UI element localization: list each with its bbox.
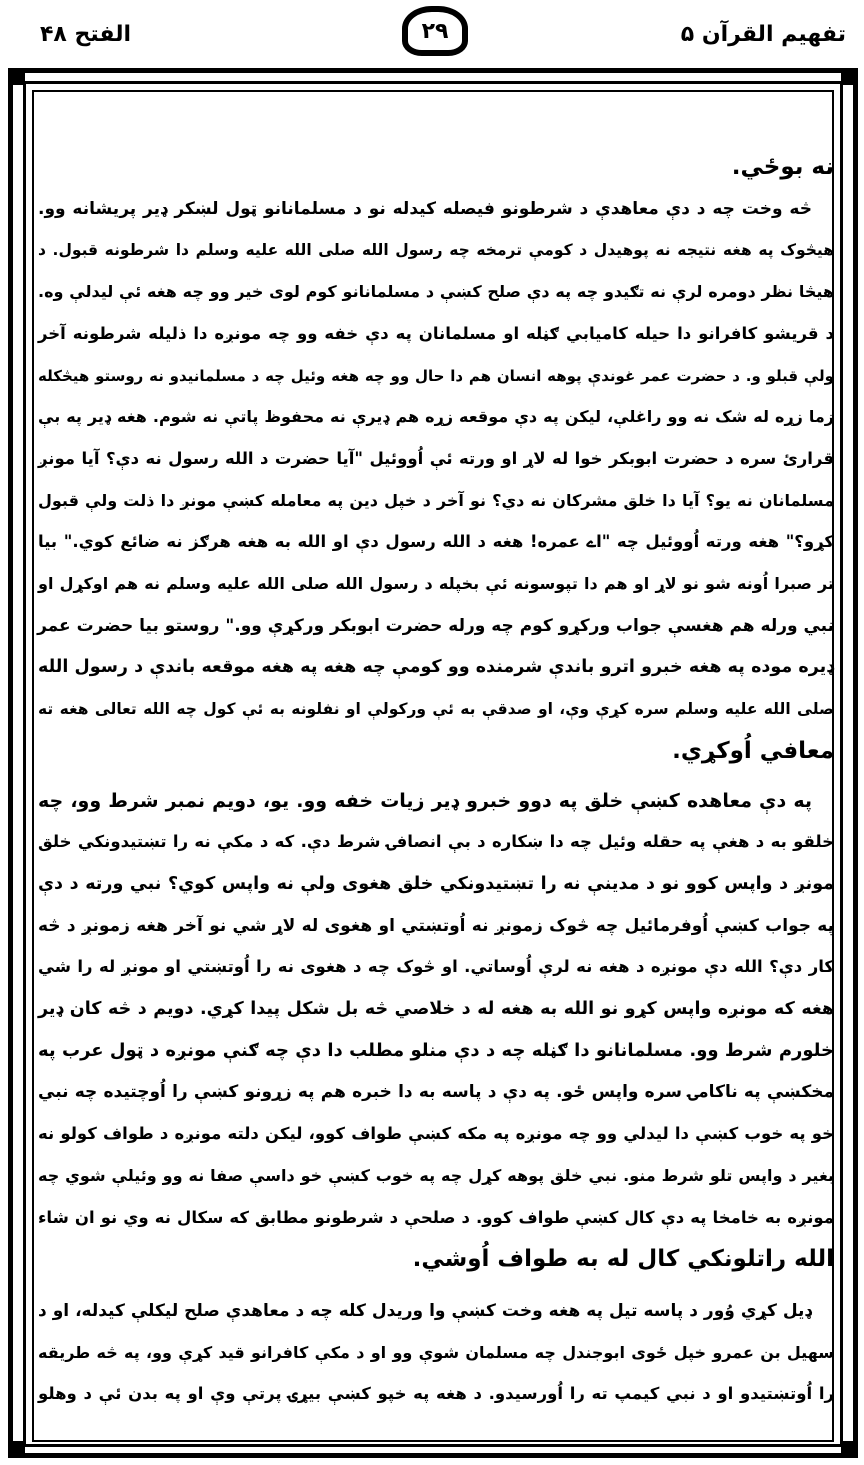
text-line: صلی الله علیه وسلم سره کړې وې، او صدقې به ئې ورکولې او نفلونه به ئې کول چه الله تعالی هغه ته [38, 700, 834, 719]
text-line: هغه که مونږه واپس کړو نو الله به هغه له د خلاصي څه بل شکل پیدا کړي. دویم د څه کان ډیر [38, 999, 834, 1019]
text-line: هیڅا نظر دومره لرې نه تګیدو چه په دې صلح کښې د مسلمانانو کوم لوی خیر وو چه هغه ئې لیدلې وه. [38, 282, 834, 302]
text-line: خو په خوب کښې دا لیدلي وو چه مونږه په مکه کښې طواف کوو، لیکن دلته مونږه د طواف کولو نه [38, 1124, 834, 1144]
text-line: خلقو به د هغې په حقله وئیل چه دا ښکاره د بې انصافۍ شرط دې. که د مکې نه را تښتیدونکي خلق [38, 832, 834, 852]
page-number: ۲۹ [421, 18, 449, 44]
text-line: مونږه به خامخا په دې کال کښې طواف کوو. د صلحې د شرطونو مطابق که سکال نه وي نو ان شاء [38, 1207, 834, 1227]
corner-ornament-icon [841, 1441, 855, 1455]
text-line: مسلمانان نه یو؟ آیا دا خلق مشرکان نه دي؟ نو آخر د خپل دین په معامله کښې مونږ دا ذلت ولې قبول [38, 490, 834, 510]
text-line: تر صبرا اُونه شو نو لاړ او هم دا تپوسونه ئې بخپله د رسول الله صلی الله علیه وسلم نه هم اوکړل او [38, 574, 834, 593]
text-line: خلورم شرط وو. مسلمانانو دا ګڼله چه د دې منلو مطلب دا دې چه ګنې مونږه د ټول عرب په [38, 1039, 834, 1061]
text-line: الله راتلونکي کال له به طواف اُوشي. [412, 1246, 834, 1273]
text-line: کړو؟" هغه ورته اُووئیل چه "اے عمره! هغه د الله رسول دې او الله به هغه هرګز نه ضائع کوي." بیا [38, 532, 834, 552]
surah-name: الفتح ۴۸ [40, 22, 131, 47]
text-line: هیڅوک په هغه نتیجه نه پوهیدل د کومې ترمخه چه رسول الله صلی الله علیه وسلم دا شرطونه قبول. د [38, 241, 834, 260]
book-title: تفهیم القرآن ۵ [680, 22, 846, 47]
text-line: سهیل بن عمرو خپل ځوی ابوجندل چه مسلمان شوې وو او د مکې کافرانو قید کړې وو، په څه طریقه [38, 1342, 834, 1362]
text-line: ډیره موده په هغه خبرو اترو باندې شرمنده وو کومې چه هغه په هغه موقعه باندې د رسول الله [38, 657, 834, 678]
text-line: مونږ د واپس کوو نو د مدینې نه را تښتیدونکي خلق هغوی ولې نه واپس کوي؟ نبي ورته د دې [38, 873, 834, 894]
text-line: ولې قبلو و. د حضرت عمر غوندې پوهه انسان هم دا حال وو چه هغه وئیل چه د مسلمانیدو نه روستو هیڅکله [38, 366, 834, 385]
corner-ornament-icon [841, 71, 855, 85]
text-line: مخکښې په ناکامۍ سره واپس ځو. په دې د پاسه به دا خبره هم په زړونو کښې را اُوچتیده چه نبي [38, 1082, 834, 1103]
text-line: قرارئ سره د حضرت ابوبکر خوا له لاړ او ورته ئې اُووئیل "آیا حضرت د الله رسول نه دې؟ آیا مونږ [38, 448, 834, 468]
text-line: کار دې؟ الله دې مونږه د هغه نه لرې اُوساتي. او څوک چه د هغوی نه را اُوتښتي او مونږ له را شي [38, 957, 834, 977]
text-line: ډیل کړي وُور د پاسه تیل په هغه وخت کښې وا وریدل کله چه د معاهدې صلح لیکلې کیدله، او د [38, 1300, 812, 1321]
text-line: د قریشو کافرانو دا حیله کامیابي ګڼله او مسلمانان په دې خفه وو چه مونږه دا ذلیله شرطونه آخر [38, 323, 834, 343]
text-line: بغیر د واپس تلو شرط منو. نبي خلق پوهه کړل چه په خوب کښې خو داسې صفا نه وو وئیلې شوي چه [38, 1165, 834, 1185]
text-line: نبي ورله هم هغسې جواب ورکړو کوم چه ورله حضرت ابوبکر ورکړې وو." روستو بیا حضرت عمر [37, 615, 834, 636]
text-line: زما زړه له شک نه وو راغلې، لیکن په دې موقعه زړه هم ډیرې نه محفوظ پاتې نه شوم. هغه ډیر په بې [38, 407, 834, 427]
text-line: نه بوځي. [731, 154, 834, 180]
text-line: څه وخت چه د دې معاهدې د شرطونو فیصله کیدله نو د مسلمانانو ټول لښکر ډیر پریشانه وو. [38, 198, 812, 219]
page-number-medallion [402, 6, 468, 56]
text-line: په دې معاهده کښې خلق په دوو خبرو ډیر زیات خفه وو. یو، دویم نمبر شرط وو، چه [38, 789, 812, 812]
text-line: معافي اُوکړي. [672, 737, 834, 764]
text-line: په جواب کښې اُوفرمائیل چه څوک زمونږ نه اُوتښتي او هغوی له لاړ شي نو آخر هغه زمونږ د څه [38, 915, 834, 936]
text-line: را اُوتښتیدو او د نبي کیمپ ته را اُورسیدو. د هغه په خپو کښې بیړۍ پرتې وې او په بدن ئې د وهلو [38, 1384, 834, 1404]
